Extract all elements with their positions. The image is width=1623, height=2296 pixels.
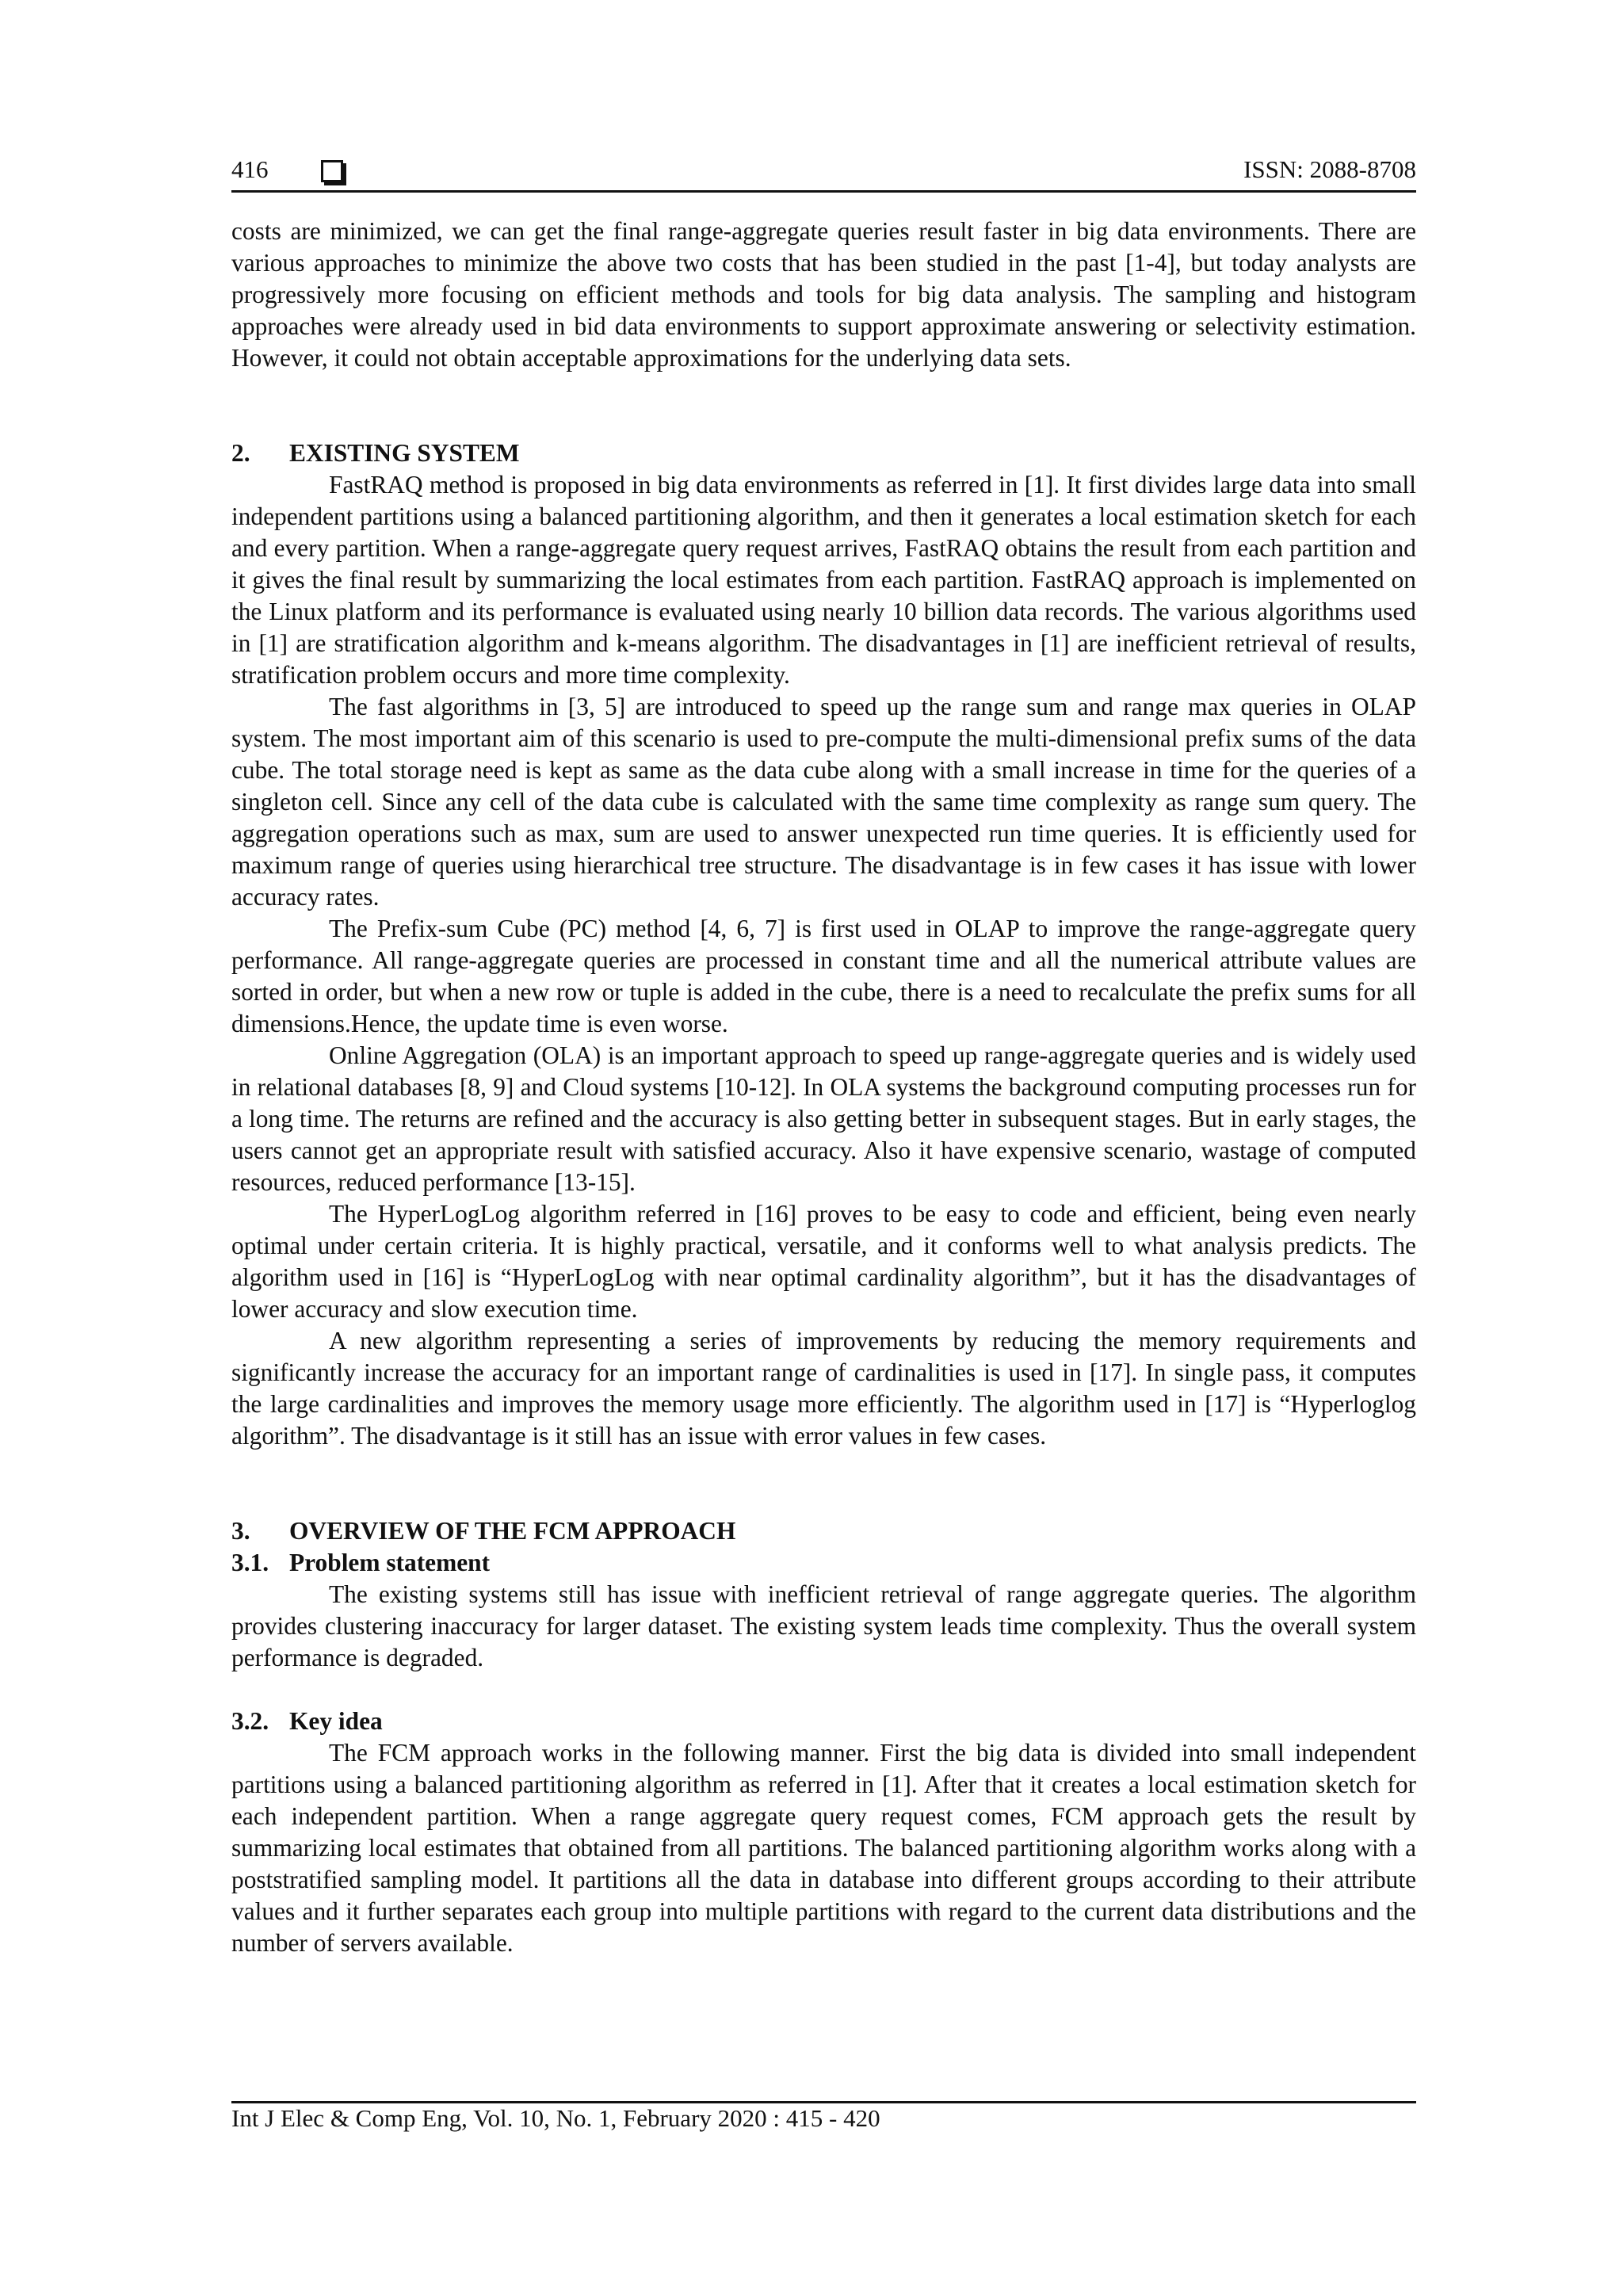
subsection-number: 3.1. xyxy=(231,1549,269,1576)
section-number: 2. xyxy=(231,439,250,467)
header-rule xyxy=(231,190,1416,193)
paragraph: The fast algorithms in [3, 5] are introduced to speed up the range sum and range max queries in OLAP system. The most important aim of this scenario is used to pre-compute the multi-dimensional prefix sums of the data cube. The total storage need is kept as same as the data cube along with a small increase in time for the queries of a singleton cell. Since any cell of the data cube is calculated with the same time complexity as range sum query. The aggregation operations such as max, sum are used to answer unexpected run time queries. It is efficiently used for maximum range of queries using hierarchical tree structure. The disadvantage is in few cases it has issue with lower accuracy rates. xyxy=(231,693,1416,911)
square-bullet-icon xyxy=(321,160,343,182)
journal-issn: ISSN: 2088-8708 xyxy=(1243,155,1416,183)
subsection-3-1-heading xyxy=(231,1547,1416,1579)
subsection-title: Key idea xyxy=(289,1707,383,1735)
page-number: 416 xyxy=(231,155,269,183)
paragraph: The FCM approach works in the following manner. First the big data is divided into small independent partitions using a balanced partitioning algorithm as referred in [1]. After that it creates a local estimation sketch for each independent partition. When a range aggregate query request comes, FCM approach gets the result by summarizing local estimates that obtained from all partitions. The balanced partitioning algorithm works along with a poststratified sampling model. It partitions all the data in database into different groups according to their attribute values and it further separates each group into multiple partitions with regard to the current data distributions and the number of servers available. xyxy=(231,1739,1416,1957)
paragraph: The Prefix-sum Cube (PC) method [4, 6, 7] is first used in OLAP to improve the range-aggregate query performance. All range-aggregate queries are processed in constant time and all the numerical attribute values are sorted in order, but when a new row or tuple is added in the cube, there is a need to recalculate the prefix sums for all dimensions.Hence, the update time is even worse. xyxy=(231,915,1416,1037)
paragraph: The existing systems still has issue with inefficient retrieval of range aggregate queries. The algorithm provides clustering inaccuracy for larger dataset. The existing system leads time complexity. Thus the overall system performance is degraded. xyxy=(231,1580,1416,1671)
page-header xyxy=(231,155,1416,192)
section-3-heading xyxy=(231,1515,1416,1547)
page-body xyxy=(231,216,1416,1959)
paragraph: The HyperLogLog algorithm referred in [16] proves to be easy to code and efficient, being even nearly optimal under certain criteria. It is highly practical, versatile, and it conforms well to what analysis predicts. The algorithm used in [16] is “HyperLogLog with near optimal cardinality algorithm”, but it has the disadvantages of lower accuracy and slow execution time. xyxy=(231,1200,1416,1323)
section-number: 3. xyxy=(231,1517,250,1545)
subsection-number: 3.2. xyxy=(231,1707,269,1735)
subsection-title: Problem statement xyxy=(289,1549,491,1576)
paragraph: A new algorithm representing a series of improvements by reducing the memory requirements and significantly increase the accuracy for an important range of cardinalities is used in [17]. In single pass, it computes the large cardinalities and improves the memory usage more efficiently. The algorithm used in [17] is “Hyperloglog algorithm”. The disadvantage is it still has an issue with error values in few cases. xyxy=(231,1327,1416,1450)
subsection-3-2-heading xyxy=(231,1706,1416,1737)
section-title: OVERVIEW OF THE FCM APPROACH xyxy=(289,1517,736,1545)
intro-paragraph: costs are minimized, we can get the final range-aggregate queries result faster in big data environments. There are various approaches to minimize the above two costs that has been studied in the past [1-4], but today analysts are progressively more focusing on efficient methods and tools for big data analysis. The sampling and histogram approaches were already used in bid data environments to support approximate answering or selectivity estimation. However, it could not obtain acceptable approximations for the underlying data sets. xyxy=(231,217,1416,372)
paragraph: Online Aggregation (OLA) is an important approach to speed up range-aggregate queries and is widely used in relational databases [8, 9] and Cloud systems [10-12]. In OLA systems the background computing processes run for a long time. The returns are refined and the accuracy is also getting better in subsequent stages. But in early stages, the users cannot get an appropriate result with satisfied accuracy. Also it have expensive scenario, wastage of computed resources, reduced performance [13-15]. xyxy=(231,1041,1416,1196)
page-footer: Int J Elec & Comp Eng, Vol. 10, No. 1, February 2020 : 415 - 420 xyxy=(231,2104,880,2132)
footer-rule xyxy=(231,2101,1416,2103)
section-title: EXISTING SYSTEM xyxy=(289,439,520,467)
section-2-heading xyxy=(231,437,1416,469)
paragraph: FastRAQ method is proposed in big data environments as referred in [1]. It first divides large data into small independent partitions using a balanced partitioning algorithm, and then it generates a local estimation sketch for each and every partition. When a range-aggregate query request arrives, FastRAQ obtains the result from each partition and it gives the final result by summarizing the local estimates from each partition. FastRAQ approach is implemented on the Linux platform and its performance is evaluated using nearly 10 billion data records. The various algorithms used in [1] are stratification algorithm and k-means algorithm. The disadvantages in [1] are inefficient retrieval of results, stratification problem occurs and more time complexity. xyxy=(231,471,1416,689)
